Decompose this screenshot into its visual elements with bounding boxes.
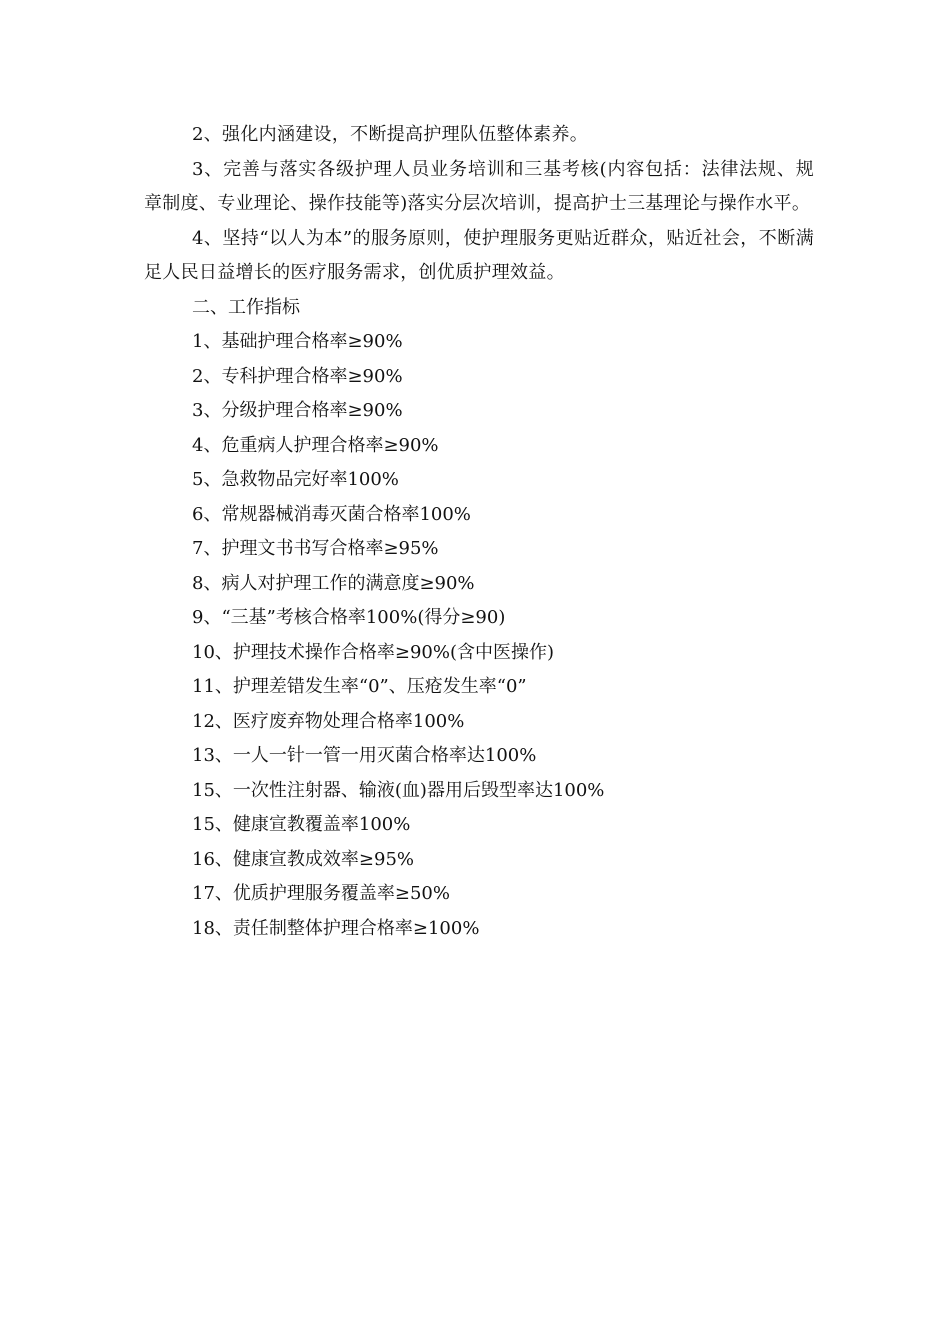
list-item: 4、危重病人护理合格率≥90% [192,434,439,456]
section-heading: 二、工作指标 [192,296,300,318]
list-item: 15、一次性注射器、输液(血)器用后毁型率达100% [192,779,605,801]
paragraph-4: 4、坚持“以人为本”的服务原则，使护理服务更贴近群众，贴近社会，不断满足人民日益增长的医疗服务需求，创优质护理效益。 [144,227,814,283]
document-body [144,118,814,946]
list-item: 6、常规器械消毒灭菌合格率100% [192,503,471,525]
list-item: 17、优质护理服务覆盖率≥50% [192,883,450,904]
list-item: 16、健康宣教成效率≥95% [192,848,414,870]
paragraph-2: 2、强化内涵建设，不断提高护理队伍整体素养。 [192,124,589,145]
paragraph-3: 3、完善与落实各级护理人员业务培训和三基考核(内容包括：法律法规、规章制度、专业理论、操作技能等)落实分层次培训，提高护士三基理论与操作水平。 [144,158,814,214]
list-item: 11、护理差错发生率“0”、压疮发生率“0” [192,676,527,697]
list-item: 8、病人对护理工作的满意度≥90% [192,572,475,594]
list-item: 5、急救物品完好率100% [192,469,399,490]
list-item: 15、健康宣教覆盖率100% [192,814,411,835]
list-item: 12、医疗废弃物处理合格率100% [192,710,465,732]
list-item: 7、护理文书书写合格率≥95% [192,538,439,559]
list-item: 13、一人一针一管一用灭菌合格率达100% [192,745,537,766]
indicator-list [144,325,814,946]
list-item: 9、“三基”考核合格率100%(得分≥90) [192,607,506,628]
list-item: 2、专科护理合格率≥90% [192,365,403,387]
list-item: 10、护理技术操作合格率≥90%(含中医操作) [192,641,555,663]
list-item: 1、基础护理合格率≥90% [192,331,403,352]
list-item: 3、分级护理合格率≥90% [192,400,403,421]
list-item: 18、责任制整体护理合格率≥100% [192,917,480,939]
